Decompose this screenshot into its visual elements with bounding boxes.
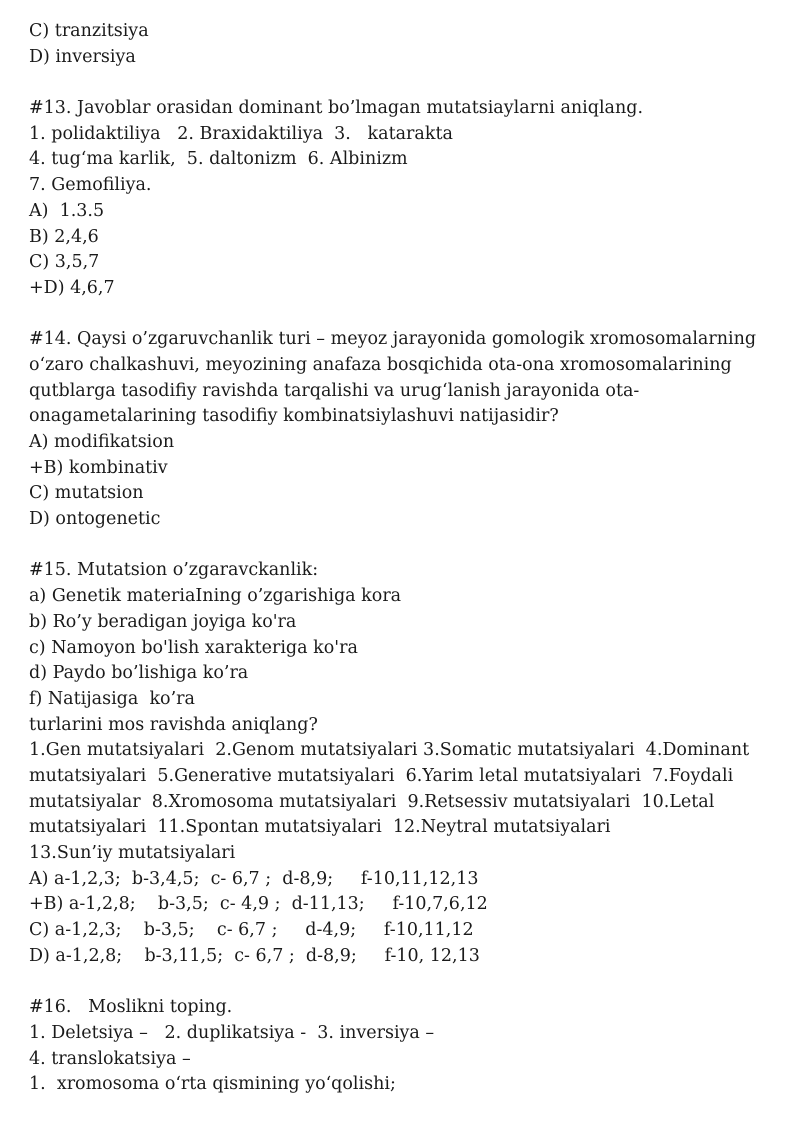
question-15-criterion: a) Genetik materiaIning o’zgarishiga kora	[29, 586, 402, 607]
question-13-item: 1. polidaktiliya 2. Braxidaktiliya 3. katarakta	[29, 123, 453, 144]
spacer	[29, 969, 774, 995]
question-14-text-line: #14. Qaysi o’zgaruvchanlik turi – meyoz jarayonida gomologik xromosomalarning	[29, 329, 757, 350]
question-14-text-line: o‘zaro chalkashuvi, meyozining anafaza bosqichida ota-ona xromosomalarining	[29, 354, 732, 375]
question-15-criterion: c) Namoyon bo'lish xarakteriga ko'ra	[29, 637, 358, 658]
question-16	[29, 995, 774, 1098]
question-14	[29, 327, 774, 533]
question-13-option-c: C) 3,5,7	[29, 252, 100, 273]
question-16-item: 4. translokatsiya –	[29, 1048, 191, 1069]
question-15-types-line: mutatsiyalari 5.Generative mutatsiyalari 6.Yarim letal mutatsiyalari 7.Foydali	[29, 765, 734, 786]
question-16-item: 1. Deletsiya – 2. duplikatsiya - 3. inversiya –	[29, 1022, 435, 1043]
question-15-title: #15. Mutatsion o’zgaravckanlik:	[29, 560, 319, 581]
question-16-title: #16. Moslikni toping.	[29, 997, 233, 1018]
question-15-option-b: +B) a-1,2,8; b-3,5; c- 4,9 ; d-11,13; f-10,7,6,12	[29, 894, 488, 915]
question-15-types-line: mutatsiyalari 11.Spontan mutatsiyalari 12.Neytral mutatsiyalari	[29, 817, 611, 838]
question-15-types-line: mutatsiyalar 8.Xromosoma mutatsiyalari 9.Retsessiv mutatsiyalari 10.Letal	[29, 791, 715, 812]
question-13-item: 4. tug‘ma karlik, 5. daltonizm 6. Albinizm	[29, 149, 408, 170]
spacer	[29, 70, 774, 96]
question-13	[29, 96, 774, 302]
question-15-criterion: b) Ro’y beradigan joyiga ko'ra	[29, 611, 297, 632]
question-15-types-line: 13.Sun’iy mutatsiyalari	[29, 843, 236, 863]
question-14-option-b: +B) kombinativ	[29, 457, 168, 478]
question-15	[29, 558, 774, 969]
question-14-text-line: onagametalarining tasodifiy kombinatsiylashuvi natijasidir?	[29, 406, 559, 427]
question-15-option-c: C) a-1,2,3; b-3,5; c- 6,7 ; d-4,9; f-10,11,12	[29, 920, 474, 941]
question-14-option-d: D) ontogenetic	[29, 509, 161, 530]
question-14-option-c: C) mutatsion	[29, 483, 144, 504]
question-15-criterion: f) Natijasiga ko’ra	[29, 688, 195, 709]
question-15-option-a: A) a-1,2,3; b-3,4,5; c- 6,7 ; d-8,9; f-10,11,12,13	[29, 868, 479, 889]
question-15-instruction: turlarini mos ravishda aniqlang?	[29, 714, 318, 735]
question-15-criterion: d) Paydo bo’lishiga ko’ra	[29, 663, 249, 684]
question-16-item: 1. xromosoma o‘rta qismining yo‘qolishi;	[29, 1074, 396, 1095]
previous-question-options	[29, 19, 774, 70]
question-14-option-a: A) modifikatsion	[29, 432, 175, 452]
spacer	[29, 302, 774, 328]
question-13-option-d: +D) 4,6,7	[29, 277, 115, 298]
question-15-types-line: 1.Gen mutatsiyalari 2.Genom mutatsiyalari 3.Somatic mutatsiyalari 4.Dominant	[29, 740, 750, 761]
question-13-title: #13. Javoblar orasidan dominant bo’lmagan mutatsiaylarni aniqlang.	[29, 98, 644, 119]
option-c: C) tranzitsiya	[29, 21, 149, 41]
question-13-item: 7. Gemofiliya.	[29, 175, 152, 196]
question-13-option-a: A) 1.3.5	[29, 200, 105, 221]
question-15-option-d: D) a-1,2,8; b-3,11,5; c- 6,7 ; d-8,9; f-10, 12,13	[29, 945, 480, 966]
document-content	[29, 19, 774, 1098]
question-13-option-b: B) 2,4,6	[29, 226, 99, 247]
spacer	[29, 533, 774, 559]
option-d: D) inversiya	[29, 46, 136, 67]
question-14-text-line: qutblarga tasodifiy ravishda tarqalishi va urug‘lanish jarayonida ota-	[29, 380, 640, 401]
